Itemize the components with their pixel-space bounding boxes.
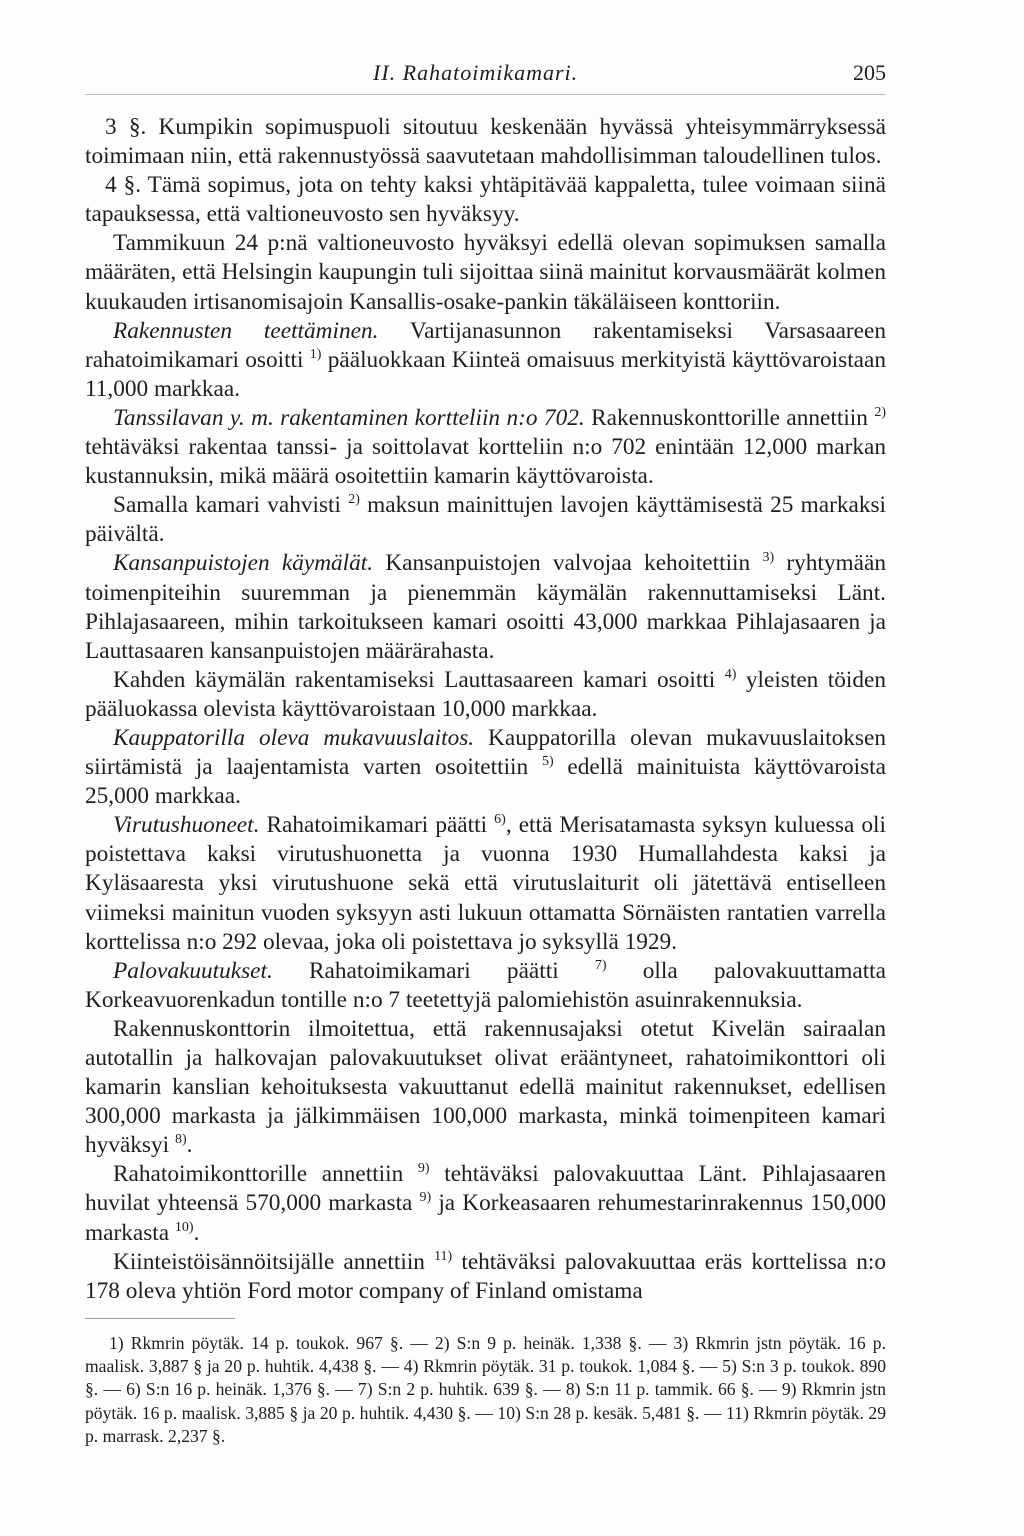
paragraph-text: Vartijanasunnon rakentamiseksi Varsasaareen rahatoimikamari osoitti bbox=[85, 317, 886, 373]
paragraph: 4 §. Tämä sopimus, jota on tehty kaksi yhtäpitävää kappaletta, tulee voimaan siinä tapauksessa, että valtioneuvosto sen hyväksyy. bbox=[85, 172, 886, 228]
paragraph bbox=[85, 811, 886, 956]
paragraph bbox=[85, 1160, 886, 1247]
page-number: 205 bbox=[853, 60, 886, 85]
footnote-ref: 2) bbox=[874, 404, 886, 420]
paragraph bbox=[85, 317, 886, 404]
paragraph-text: Samalla kamari vahvisti bbox=[113, 492, 349, 519]
footnote: 1) Rkmrin pöytäk. 14 p. toukok. 967 §. — 2) S:n 9 p. heinäk. 1,338 §. — 3) Rkmrin jstn pöytäk. 16 p. maalisk. 3,887 § ja 20 p. huhtik. 4,438 §. — 4) Rkmrin pöytäk. 31 p. toukok. 1,084 §. — 5) S:n 3 p. toukok. 890 §. — 6) S:n 16 p. heinäk. 1,376 §. — 7) S:n 2 p. huhtik. 639 §. — 8) S:n 11 p. tammik. 66 §. — 9) Rkmrin jstn pöytäk. 16 p. maalisk. 3,885 § ja 20 p. huhtik. 4,430 §. — 10) S:n 28 p. kesäk. 5,481 §. — 11) Rkmrin pöytäk. 29 p. marrask. 2,237 §. bbox=[85, 1333, 886, 1446]
paragraph bbox=[85, 404, 886, 491]
running-title: II. Rahatoimikamari. bbox=[373, 60, 579, 85]
paragraph-text: Kahden käymälän rakentamiseksi Lauttasaareen kamari osoitti bbox=[113, 666, 725, 693]
footnote-ref: 9) bbox=[417, 1161, 430, 1177]
paragraph bbox=[85, 724, 886, 811]
paragraph-text: pääluokkaan Kiinteä omaisuus merkityistä käyttövaroistaan 11,000 markkaa. bbox=[85, 346, 886, 402]
paragraph-text: Rahatoimikamari päätti bbox=[272, 957, 595, 984]
footnote-ref: 6) bbox=[494, 812, 506, 828]
footnote-ref: 8) bbox=[174, 1132, 187, 1148]
paragraph bbox=[85, 1248, 886, 1306]
paragraph bbox=[85, 957, 886, 1015]
paragraph-text: Rahatoimikamari päätti bbox=[259, 812, 495, 839]
paragraph: Tammikuun 24 p:nä valtioneuvosto hyväksyi edellä olevan sopimuksen samalla määräten, että Helsingin kaupungin tuli sijoittaa siinä mainitut korvausmäärät kolmen kuukauden irtisanomisajoin Kansallis-osake-pankin täkäläiseen konttoriin. bbox=[85, 230, 886, 315]
section-heading: Kansanpuistojen käymälät. bbox=[113, 550, 374, 577]
paragraph-text: yleisten töiden pääluokassa olevista käyttövaroistaan 10,000 markkaa. bbox=[85, 666, 887, 722]
section-heading: Tanssilavan y. m. rakentaminen kortteliin n:o 702. bbox=[113, 404, 585, 431]
section-heading: Palovakuutukset. bbox=[113, 957, 273, 984]
footnote-ref: 9) bbox=[419, 1190, 432, 1206]
paragraph-text: Kiinteistöisännöitsijälle annettiin bbox=[113, 1248, 435, 1275]
paragraph-text: Rakennuskonttorin ilmoitettua, että rakennusajaksi otetut Kivelän sairaalan autotallin ja halkovajan palovakuutukset olivat erääntyneet, rahatoimikonttori oli kamarin kanslian kehoituksesta vakuuttanut edellä mainitut rakennukset, edellisen 300,000 markasta ja jälkimmäisen 100,000 markasta, minkä toimenpiteen kamari hyväksyi bbox=[85, 1015, 886, 1159]
footnote-ref: 11) bbox=[434, 1248, 453, 1264]
paragraph-text: . bbox=[186, 1132, 193, 1159]
paragraph-text: . bbox=[193, 1219, 200, 1246]
footnote-ref: 2) bbox=[348, 492, 360, 508]
paragraph bbox=[85, 1015, 886, 1160]
section-heading: Kauppatorilla oleva mukavuuslaitos. bbox=[113, 724, 475, 751]
paragraph-text: tehtäväksi palovakuuttaa Länt. Pihlajasaaren huvilat yhteensä 570,000 markasta bbox=[85, 1161, 886, 1217]
section-heading: Rakennusten teettäminen. bbox=[113, 317, 379, 344]
paragraph-text: tehtäväksi palovakuuttaa eräs korttelissa n:o 178 oleva yhtiön Ford motor company of Finland omistama bbox=[85, 1248, 886, 1304]
page-header bbox=[85, 60, 886, 95]
paragraph: 3 §. Kumpikin sopimuspuoli sitoutuu keskenään hyvässä yhteisymmärryksessä toimimaan niin, että rakennustyössä saavutetaan mahdollisimman taloudellinen tulos. bbox=[85, 114, 886, 170]
paragraph-text: Kansanpuistojen valvojaa kehoitettiin bbox=[373, 550, 763, 577]
paragraph-text: maksun mainittujen lavojen käyttämisestä 25 markaksi päivältä. bbox=[85, 492, 887, 548]
body-text bbox=[85, 113, 886, 1306]
footnote-ref: 5) bbox=[541, 754, 554, 770]
paragraph-text: , että Merisatamasta syksyn kuluessa oli poistettava kaksi virutushuonetta ja vuonna 1930 Humallahdesta kaksi ja Kyläsaaresta yksi virutushuone sekä että virutuslaiturit oli jätettävä entiselleen viimeksi mainitun vuoden syksyyn asti lukuun ottamatta Sörnäisten rantatien varrella korttelissa n:o 292 olevaa, joka oli poistettava jo syksyllä 1929. bbox=[85, 812, 886, 955]
footnote-rule bbox=[85, 1318, 235, 1319]
paragraph-text: Rakennuskonttorille annettiin bbox=[584, 404, 875, 431]
paragraph-text: ja Korkeasaaren rehumestarinrakennus 150,000 markasta bbox=[85, 1190, 887, 1246]
footnote-ref: 4) bbox=[724, 666, 737, 682]
section-heading: Virutushuoneet. bbox=[113, 812, 260, 839]
paragraph-text: Rahatoimikonttorille annettiin bbox=[113, 1161, 418, 1188]
paragraph bbox=[85, 549, 886, 665]
paragraph-text: edellä mainituista käyttövaroista 25,000 markkaa. bbox=[85, 754, 886, 810]
paragraph-text: olla palovakuuttamatta Korkeavuorenkadun tontille n:o 7 teetettyjä palomiehistön asuinrakennuksia. bbox=[85, 957, 886, 1013]
footnote-ref: 10) bbox=[174, 1219, 194, 1235]
paragraph bbox=[85, 666, 886, 724]
paragraph bbox=[85, 491, 886, 549]
paragraph-text: tehtäväksi rakentaa tanssi- ja soittolavat kortteliin n:o 702 enintään 12,000 markan kustannuksin, mikä määrä osoitettiin kamarin käyttövaroista. bbox=[85, 434, 886, 490]
footnotes bbox=[85, 1332, 886, 1448]
footnote-ref: 1) bbox=[309, 346, 322, 362]
footnote-ref: 3) bbox=[762, 550, 775, 566]
paragraph-text: ryhtymään toimenpiteihin suuremman ja pienemmän käymälän rakennuttamiseksi Länt. Pihlajasaareen, mihin tarkoitukseen kamari osoitti 43,000 markkaa Pihlajasaaren ja Lauttasaaren kansanpuistojen määrärahasta. bbox=[85, 550, 886, 664]
paragraph-text: Kauppatorilla olevan mukavuuslaitoksen siirtämistä ja laajentamista varten osoitettiin bbox=[85, 724, 886, 781]
footnote-ref: 7) bbox=[594, 957, 607, 973]
